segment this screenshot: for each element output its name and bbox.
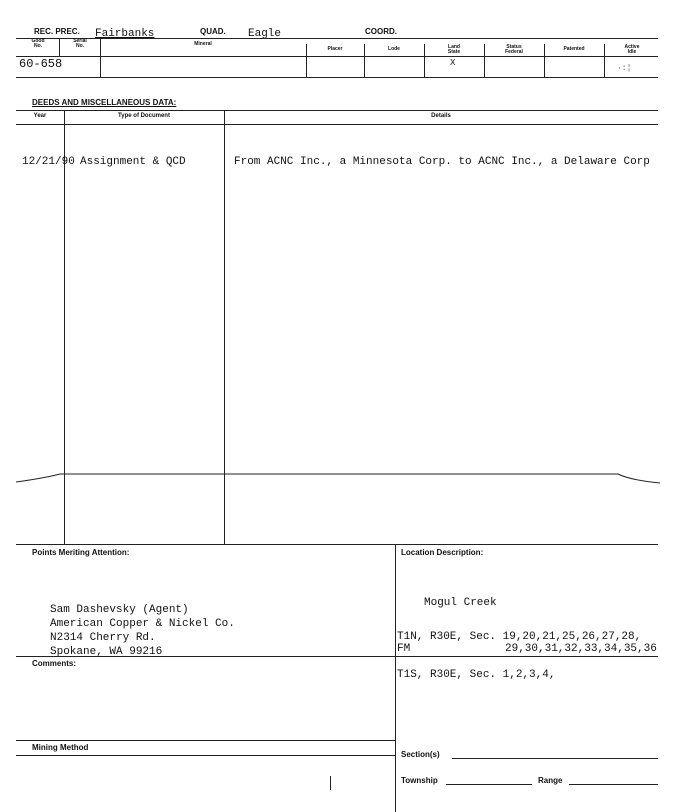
active-idle-mark: ·:¦: [617, 64, 632, 73]
header-top-rule: [16, 38, 658, 39]
record-number: 60-658: [19, 57, 63, 71]
comments-label: Comments:: [32, 659, 77, 668]
patented-header: Patented: [563, 46, 585, 52]
land-state-header: Land State: [447, 44, 461, 55]
mining-method-label: Mining Method: [32, 743, 89, 752]
mineral-header: Mineral: [194, 41, 212, 47]
serial-no-header: Serial No.: [73, 38, 87, 49]
lower-section-rule: [16, 544, 658, 545]
active-idle-header: Active Idle: [624, 44, 640, 55]
location-label: Location Description:: [401, 548, 484, 557]
stray-mark: [330, 776, 331, 790]
deeds-header-rule: [16, 124, 658, 125]
mining-method-bottom-rule: [16, 755, 395, 756]
township-blank: [446, 784, 532, 785]
location-fm-rule: [395, 656, 658, 657]
status-federal-header: Status Federal: [505, 44, 523, 55]
location-line-2: 29,30,31,32,33,34,35,36: [505, 643, 657, 655]
year-header: Year: [33, 113, 47, 119]
deed-type: Assignment & QCD: [80, 156, 186, 168]
deed-details: From ACNC Inc., a Minnesota Corp. to ACNC Inc., a Delaware Corp: [234, 156, 650, 168]
city-address: Spokane, WA 99216: [50, 646, 163, 658]
record-row-bottom-rule: [16, 77, 658, 78]
land-state-mark: X: [450, 58, 456, 68]
deed-year: 12/21/90: [22, 156, 75, 168]
township-label: Township: [401, 776, 438, 785]
location-name: Mogul Creek: [424, 597, 497, 609]
quad-label: QUAD.: [200, 27, 226, 36]
deeds-top-rule: [16, 110, 658, 111]
fold-line: [0, 466, 678, 496]
points-label: Points Meriting Attention:: [32, 548, 130, 557]
document-type-header: Type of Document: [118, 113, 170, 119]
company-name: American Copper & Nickel Co.: [50, 618, 235, 630]
comments-rule: [16, 656, 395, 657]
rec-prec-label: REC. PREC.: [34, 27, 80, 36]
range-label: Range: [538, 776, 563, 785]
quad-value: Eagle: [248, 28, 282, 40]
placer-header: Placer: [327, 46, 343, 52]
location-meridian: FM: [397, 643, 411, 655]
column-header-rule: [16, 56, 658, 57]
deeds-title: DEEDS AND MISCELLANEOUS DATA:: [32, 98, 177, 107]
mining-method-rule: [16, 740, 395, 741]
coord-label: COORD.: [365, 27, 397, 36]
range-blank: [569, 784, 658, 785]
sections-blank: [452, 758, 658, 759]
lower-section-divider: [395, 544, 396, 812]
agent-name: Sam Dashevsky (Agent): [50, 604, 189, 616]
good-no-header: Good No.: [31, 38, 45, 49]
street-address: N2314 Cherry Rd.: [50, 632, 156, 644]
details-header: Details: [431, 113, 451, 119]
rec-prec-value: Fairbanks: [95, 28, 155, 40]
sections-label: Section(s): [401, 750, 440, 759]
lode-header: Lode: [388, 46, 400, 52]
location-line-1: T1N, R30E, Sec. 19,20,21,25,26,27,28,: [397, 631, 642, 643]
location-line-3: T1S, R30E, Sec. 1,2,3,4,: [397, 669, 556, 681]
